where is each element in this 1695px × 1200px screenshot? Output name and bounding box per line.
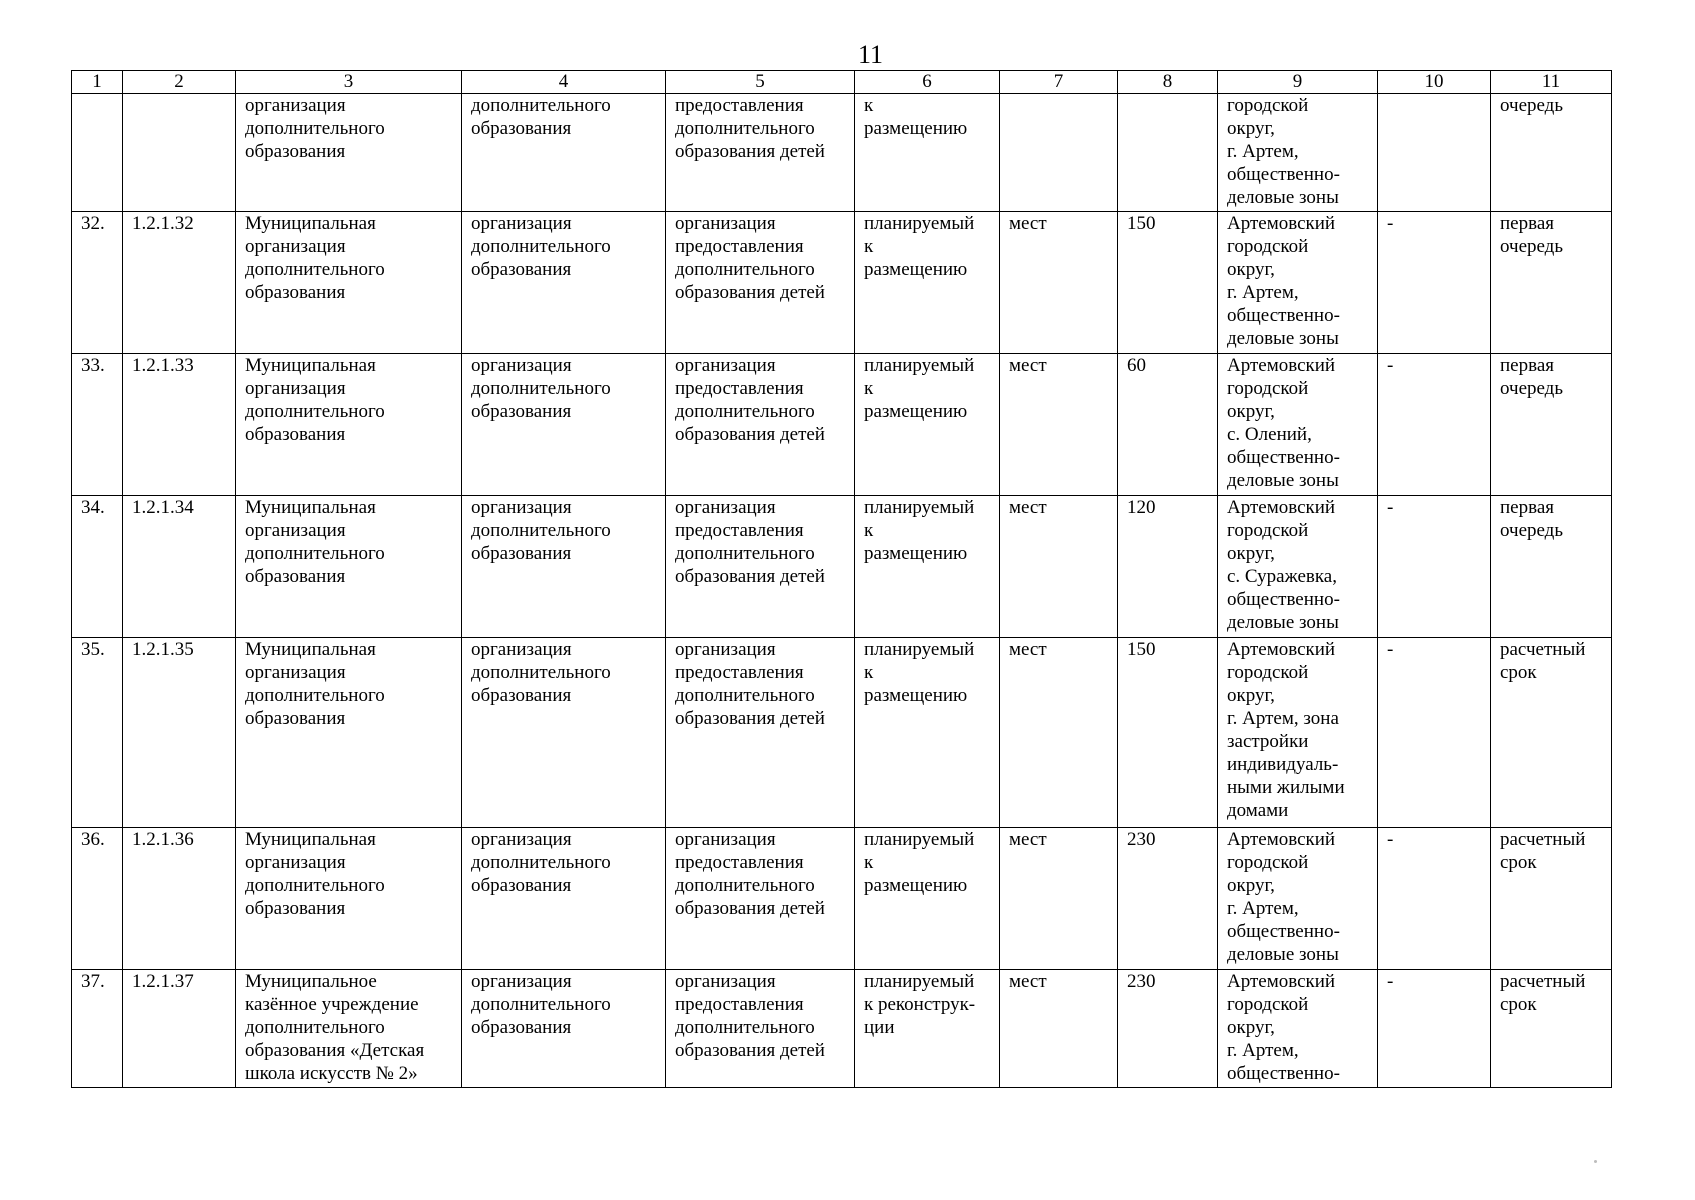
cell-type: организация дополнительного образования bbox=[462, 212, 666, 354]
cell-stage: первая очередь bbox=[1491, 212, 1612, 354]
cell-purpose: организация предоставления дополнительного образования детей bbox=[666, 212, 855, 354]
cell-unit: мест bbox=[1000, 970, 1118, 1088]
cell-code: 1.2.1.35 bbox=[123, 638, 236, 828]
cell-purpose: организация предоставления дополнительного образования детей bbox=[666, 828, 855, 970]
cell-type: организация дополнительного образования bbox=[462, 828, 666, 970]
cell-unit: мест bbox=[1000, 212, 1118, 354]
column-number: 7 bbox=[1000, 71, 1118, 94]
cell-name: организация дополнительного образования bbox=[236, 94, 462, 212]
cell-location: Артемовский городской округ, г. Артем, общественно- деловые зоны bbox=[1218, 212, 1378, 354]
column-number: 10 bbox=[1378, 71, 1491, 94]
cell-status: планируемый к размещению bbox=[855, 496, 1000, 638]
column-number: 6 bbox=[855, 71, 1000, 94]
cell-status: планируемый к реконструк- ции bbox=[855, 970, 1000, 1088]
cell-num bbox=[72, 94, 123, 212]
column-number: 9 bbox=[1218, 71, 1378, 94]
cell-num: 33. bbox=[72, 354, 123, 496]
column-number: 2 bbox=[123, 71, 236, 94]
cell-code: 1.2.1.36 bbox=[123, 828, 236, 970]
cell-capacity: 230 bbox=[1118, 970, 1218, 1088]
cell-status: планируемый к размещению bbox=[855, 828, 1000, 970]
cell-status: планируемый к размещению bbox=[855, 638, 1000, 828]
cell-status: планируемый к размещению bbox=[855, 212, 1000, 354]
cell-code: 1.2.1.37 bbox=[123, 970, 236, 1088]
cell-zone bbox=[1378, 94, 1491, 212]
cell-purpose: организация предоставления дополнительного образования детей bbox=[666, 354, 855, 496]
cell-num: 34. bbox=[72, 496, 123, 638]
cell-zone: - bbox=[1378, 354, 1491, 496]
cell-zone: - bbox=[1378, 970, 1491, 1088]
cell-location: городской округ, г. Артем, общественно- деловые зоны bbox=[1218, 94, 1378, 212]
cell-zone: - bbox=[1378, 638, 1491, 828]
cell-stage: первая очередь bbox=[1491, 354, 1612, 496]
column-number: 11 bbox=[1491, 71, 1612, 94]
cell-type: организация дополнительного образования bbox=[462, 970, 666, 1088]
cell-status: к размещению bbox=[855, 94, 1000, 212]
column-number: 1 bbox=[72, 71, 123, 94]
cell-unit: мест bbox=[1000, 638, 1118, 828]
table-row bbox=[72, 212, 1612, 354]
cell-code bbox=[123, 94, 236, 212]
cell-unit bbox=[1000, 94, 1118, 212]
cell-purpose: организация предоставления дополнительного образования детей bbox=[666, 970, 855, 1088]
cell-location: Артемовский городской округ, г. Артем, общественно- деловые зоны bbox=[1218, 828, 1378, 970]
column-number: 8 bbox=[1118, 71, 1218, 94]
planning-table bbox=[71, 70, 1612, 1088]
cell-location: Артемовский городской округ, с. Суражевка, общественно- деловые зоны bbox=[1218, 496, 1378, 638]
cell-name: Муниципальная организация дополнительного образования bbox=[236, 354, 462, 496]
cell-capacity: 230 bbox=[1118, 828, 1218, 970]
continuation-row bbox=[72, 94, 1612, 212]
cell-capacity bbox=[1118, 94, 1218, 212]
cell-stage: расчетный срок bbox=[1491, 970, 1612, 1088]
cell-type: дополнительного образования bbox=[462, 94, 666, 212]
table-row bbox=[72, 354, 1612, 496]
cell-type: организация дополнительного образования bbox=[462, 496, 666, 638]
cell-unit: мест bbox=[1000, 354, 1118, 496]
cell-code: 1.2.1.34 bbox=[123, 496, 236, 638]
cell-code: 1.2.1.32 bbox=[123, 212, 236, 354]
cell-purpose: организация предоставления дополнительного образования детей bbox=[666, 638, 855, 828]
cell-location: Артемовский городской округ, г. Артем, общественно- bbox=[1218, 970, 1378, 1088]
cell-zone: - bbox=[1378, 212, 1491, 354]
cell-name: Муниципальная организация дополнительного образования bbox=[236, 638, 462, 828]
cell-unit: мест bbox=[1000, 828, 1118, 970]
cell-location: Артемовский городской округ, с. Олений, общественно- деловые зоны bbox=[1218, 354, 1378, 496]
cell-num: 35. bbox=[72, 638, 123, 828]
scan-speck bbox=[1594, 1160, 1597, 1163]
column-number: 3 bbox=[236, 71, 462, 94]
page-number: 11 bbox=[858, 40, 884, 69]
cell-name: Муниципальная организация дополнительного образования bbox=[236, 828, 462, 970]
cell-purpose: предоставления дополнительного образования детей bbox=[666, 94, 855, 212]
cell-capacity: 60 bbox=[1118, 354, 1218, 496]
cell-purpose: организация предоставления дополнительного образования детей bbox=[666, 496, 855, 638]
cell-stage: расчетный срок bbox=[1491, 828, 1612, 970]
cell-name: Муниципальная организация дополнительного образования bbox=[236, 212, 462, 354]
cell-stage: очередь bbox=[1491, 94, 1612, 212]
table-row bbox=[72, 496, 1612, 638]
cell-name: Муниципальное казённое учреждение дополнительного образования «Детская школa искусств № 2» bbox=[236, 970, 462, 1088]
table-row bbox=[72, 638, 1612, 828]
cell-type: организация дополнительного образования bbox=[462, 638, 666, 828]
cell-unit: мест bbox=[1000, 496, 1118, 638]
cell-zone: - bbox=[1378, 828, 1491, 970]
table-row bbox=[72, 970, 1612, 1088]
cell-capacity: 150 bbox=[1118, 638, 1218, 828]
cell-stage: расчетный срок bbox=[1491, 638, 1612, 828]
column-number: 4 bbox=[462, 71, 666, 94]
cell-zone: - bbox=[1378, 496, 1491, 638]
column-number-row bbox=[72, 71, 1612, 94]
cell-num: 37. bbox=[72, 970, 123, 1088]
table-row bbox=[72, 828, 1612, 970]
column-number: 5 bbox=[666, 71, 855, 94]
cell-location: Артемовский городской округ, г. Артем, зона застройки индивидуаль- ными жилыми домами bbox=[1218, 638, 1378, 828]
cell-num: 36. bbox=[72, 828, 123, 970]
cell-status: планируемый к размещению bbox=[855, 354, 1000, 496]
cell-code: 1.2.1.33 bbox=[123, 354, 236, 496]
cell-type: организация дополнительного образования bbox=[462, 354, 666, 496]
cell-capacity: 120 bbox=[1118, 496, 1218, 638]
cell-name: Муниципальная организация дополнительного образования bbox=[236, 496, 462, 638]
cell-capacity: 150 bbox=[1118, 212, 1218, 354]
cell-stage: первая очередь bbox=[1491, 496, 1612, 638]
cell-num: 32. bbox=[72, 212, 123, 354]
